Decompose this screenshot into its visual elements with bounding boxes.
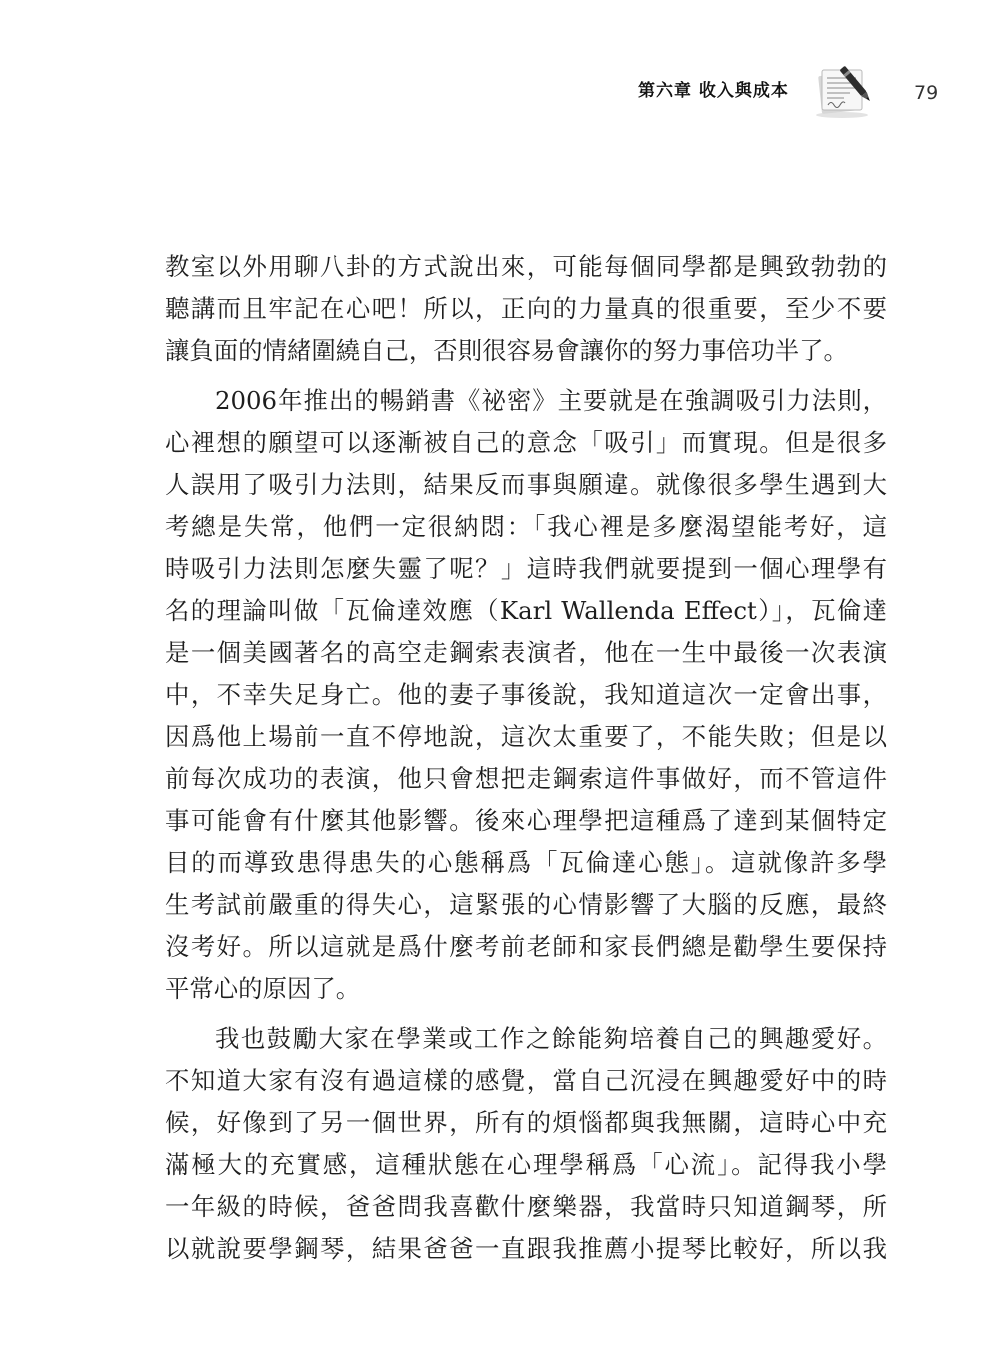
document-with-pen-icon — [814, 60, 878, 120]
running-header — [600, 60, 960, 130]
text-line: 聽講而且牢記在心吧！所以，正向的力量真的很重要，至少不要 — [165, 294, 887, 323]
text-line: 2006年推出的暢銷書《祕密》主要就是在強調吸引力法則， — [215, 386, 887, 415]
text-line: 前每次成功的表演，他只會想把走鋼索這件事做好，而不管這件 — [165, 764, 887, 793]
text-line: 是一個美國著名的高空走鋼索表演者，他在一生中最後一次表演 — [165, 638, 887, 667]
text-line: 教室以外用聊八卦的方式說出來，可能每個同學都是興致勃勃的 — [165, 252, 887, 281]
paragraph — [165, 380, 887, 1010]
text-line: 目的而導致患得患失的心態稱爲「瓦倫達心態」。這就像許多學 — [165, 848, 887, 877]
text-line: 滿極大的充實感，這種狀態在心理學稱爲「心流」。記得我小學 — [165, 1150, 887, 1179]
text-line: 因爲他上場前一直不停地說，這次太重要了，不能失敗；但是以 — [165, 722, 887, 751]
text-line: 以就說要學鋼琴，結果爸爸一直跟我推薦小提琴比較好，所以我 — [165, 1234, 887, 1263]
paragraph — [165, 1018, 887, 1270]
text-line: 候，好像到了另一個世界，所有的煩惱都與我無關，這時心中充 — [165, 1108, 887, 1137]
text-line: 考總是失常，他們一定很納悶：「我心裡是多麼渴望能考好，這 — [165, 512, 887, 541]
text-line: 中，不幸失足身亡。他的妻子事後說，我知道這次一定會出事， — [165, 680, 887, 709]
text-line: 我也鼓勵大家在學業或工作之餘能夠培養自己的興趣愛好。 — [215, 1024, 887, 1053]
paragraph — [165, 246, 887, 372]
text-line: 生考試前嚴重的得失心，這緊張的心情影響了大腦的反應，最終 — [165, 890, 887, 919]
text-line: 讓負面的情緒圍繞自己，否則很容易會讓你的努力事倍功半了。 — [165, 336, 848, 365]
text-line: 平常心的原因了。 — [165, 974, 361, 1003]
page-number: 79 — [914, 82, 939, 104]
text-line: 心裡想的願望可以逐漸被自己的意念「吸引」而實現。但是很多 — [165, 428, 887, 457]
text-line: 一年級的時候，爸爸問我喜歡什麼樂器，我當時只知道鋼琴，所 — [165, 1192, 887, 1221]
body-text — [165, 246, 887, 1270]
text-line: 人誤用了吸引力法則，結果反而事與願違。就像很多學生遇到大 — [165, 470, 887, 499]
text-line: 名的理論叫做「瓦倫達效應（Karl Wallenda Effect）」，瓦倫達 — [165, 596, 887, 625]
text-line: 事可能會有什麼其他影響。後來心理學把這種爲了達到某個特定 — [165, 806, 887, 835]
text-line: 時吸引力法則怎麼失靈了呢？」這時我們就要提到一個心理學有 — [165, 554, 887, 583]
text-line: 不知道大家有沒有過這樣的感覺，當自己沉浸在興趣愛好中的時 — [165, 1066, 887, 1095]
text-line: 沒考好。所以這就是爲什麼考前老師和家長們總是勸學生要保持 — [165, 932, 887, 961]
chapter-title: 第六章 收入與成本 — [638, 81, 789, 101]
